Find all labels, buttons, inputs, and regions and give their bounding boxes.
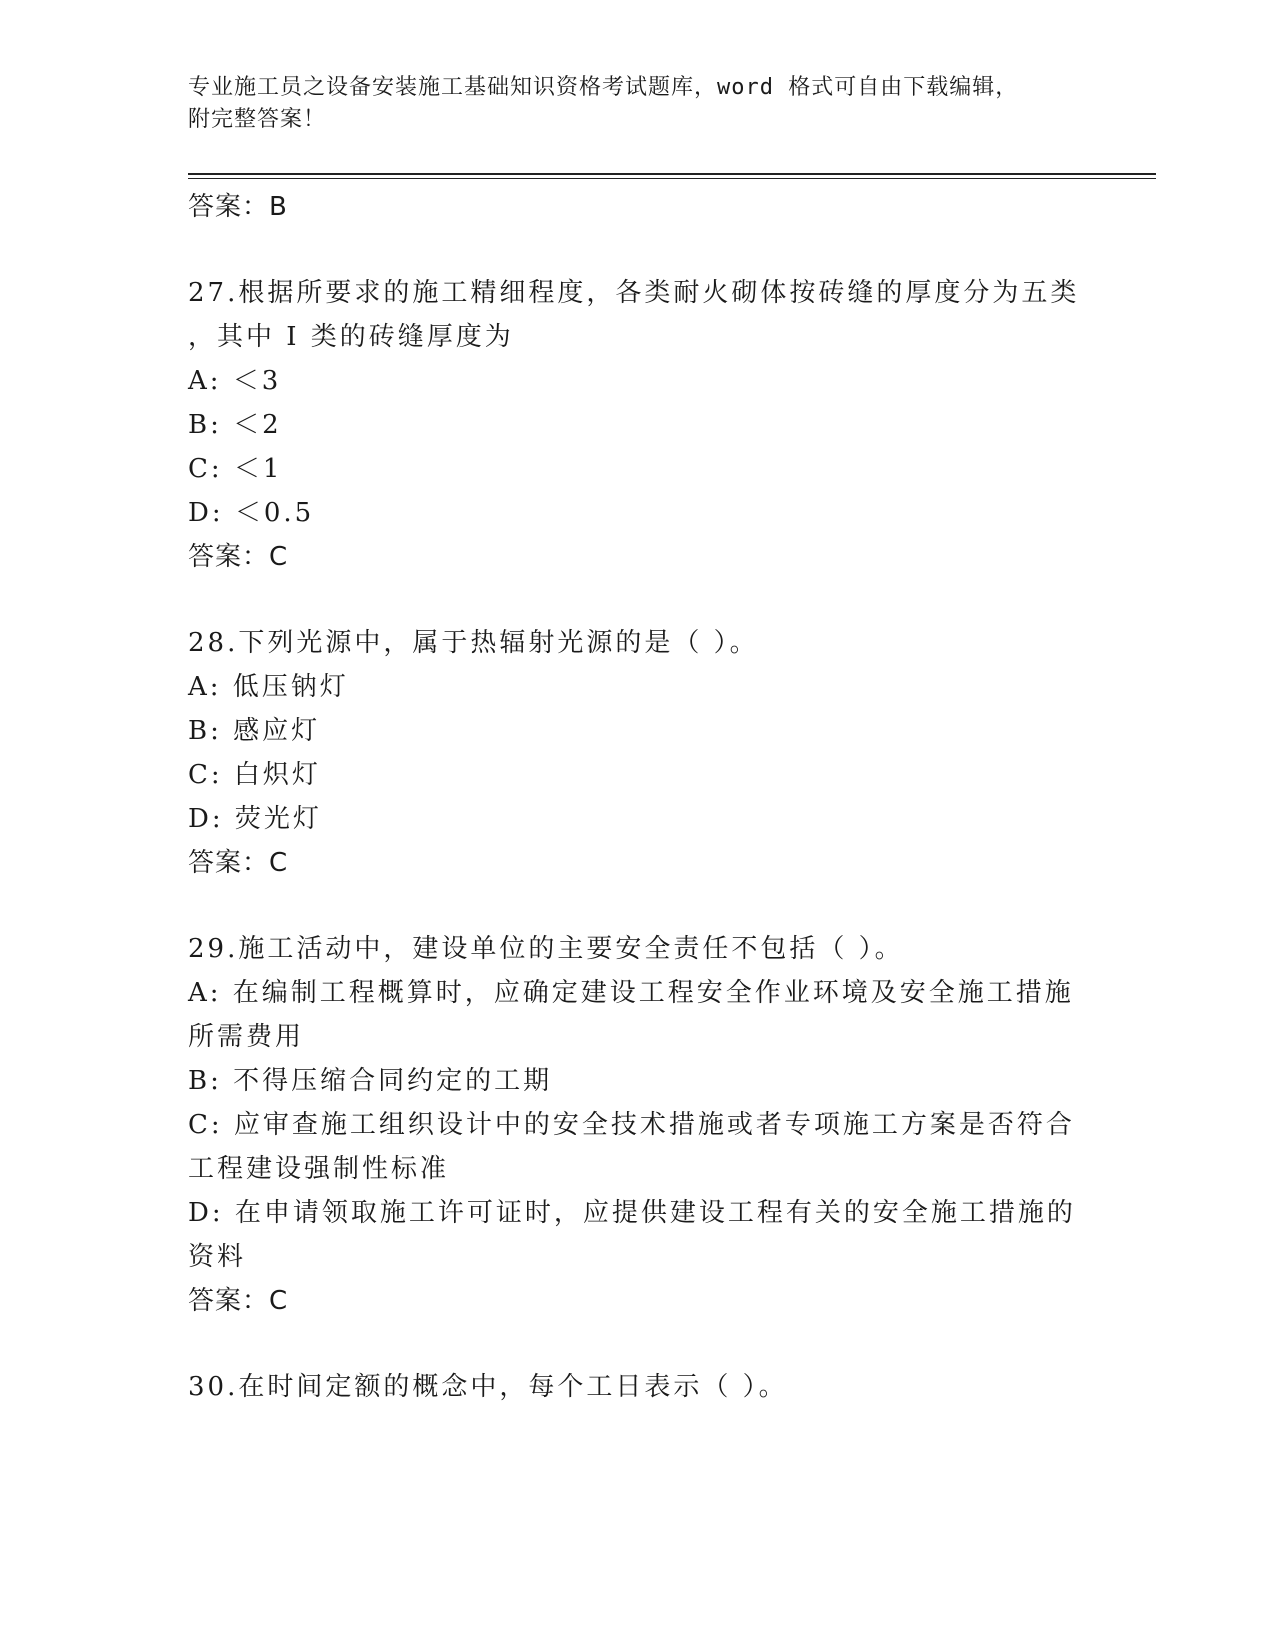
answer-26: 答案：B (188, 192, 288, 222)
header-line-1: 专业施工员之设备安装施工基础知识资格考试题库，word 格式可自由下载编辑， (188, 75, 1019, 100)
question-29-option-a-line-1: A: 在编制工程概算时，应确定建设工程安全作业环境及安全施工措施 (188, 978, 1074, 1008)
answer-29: 答案：C (188, 1286, 289, 1316)
question-27-option-a: A: ＜3 (188, 366, 282, 396)
question-27-option-c: C: ＜1 (188, 454, 283, 484)
question-27-option-b: B: ＜2 (188, 410, 282, 440)
question-27-option-d: D: ＜0.5 (188, 498, 315, 528)
question-29-stem: 29.施工活动中，建设单位的主要安全责任不包括（ ）。 (188, 934, 904, 964)
question-28-option-b: B: 感应灯 (188, 716, 321, 746)
answer-28: 答案：C (188, 848, 289, 878)
question-28-option-c: C: 白炽灯 (188, 760, 321, 790)
question-28-option-a: A: 低压钠灯 (188, 672, 349, 702)
answer-27: 答案：C (188, 542, 289, 572)
question-29-option-b: B: 不得压缩合同约定的工期 (188, 1066, 553, 1096)
header-line-2: 附完整答案！ (188, 107, 327, 132)
question-30-stem: 30.在时间定额的概念中，每个工日表示（ ）。 (188, 1372, 788, 1402)
question-29-option-c-line-2: 工程建设强制性标准 (188, 1154, 450, 1184)
question-28-option-d: D: 荧光灯 (188, 804, 322, 834)
header-divider (188, 173, 1156, 175)
question-29-option-d-line-1: D: 在申请领取施工许可证时，应提供建设工程有关的安全施工措施的 (188, 1198, 1076, 1228)
document-header (188, 72, 1088, 136)
question-29-option-a-line-2: 所需费用 (188, 1022, 305, 1052)
question-27-stem-line-1: 27.根据所要求的施工精细程度，各类耐火砌体按砖缝的厚度分为五类 (188, 278, 1080, 308)
question-27-stem-line-2: ，其中 I 类的砖缝厚度为 (188, 322, 514, 352)
question-29-option-c-line-1: C: 应审查施工组织设计中的安全技术措施或者专项施工方案是否符合 (188, 1110, 1075, 1140)
question-29-option-d-line-2: 资料 (188, 1242, 247, 1272)
header-divider-thin (188, 178, 1156, 179)
question-28-stem: 28.下列光源中，属于热辐射光源的是（ ）。 (188, 628, 759, 658)
